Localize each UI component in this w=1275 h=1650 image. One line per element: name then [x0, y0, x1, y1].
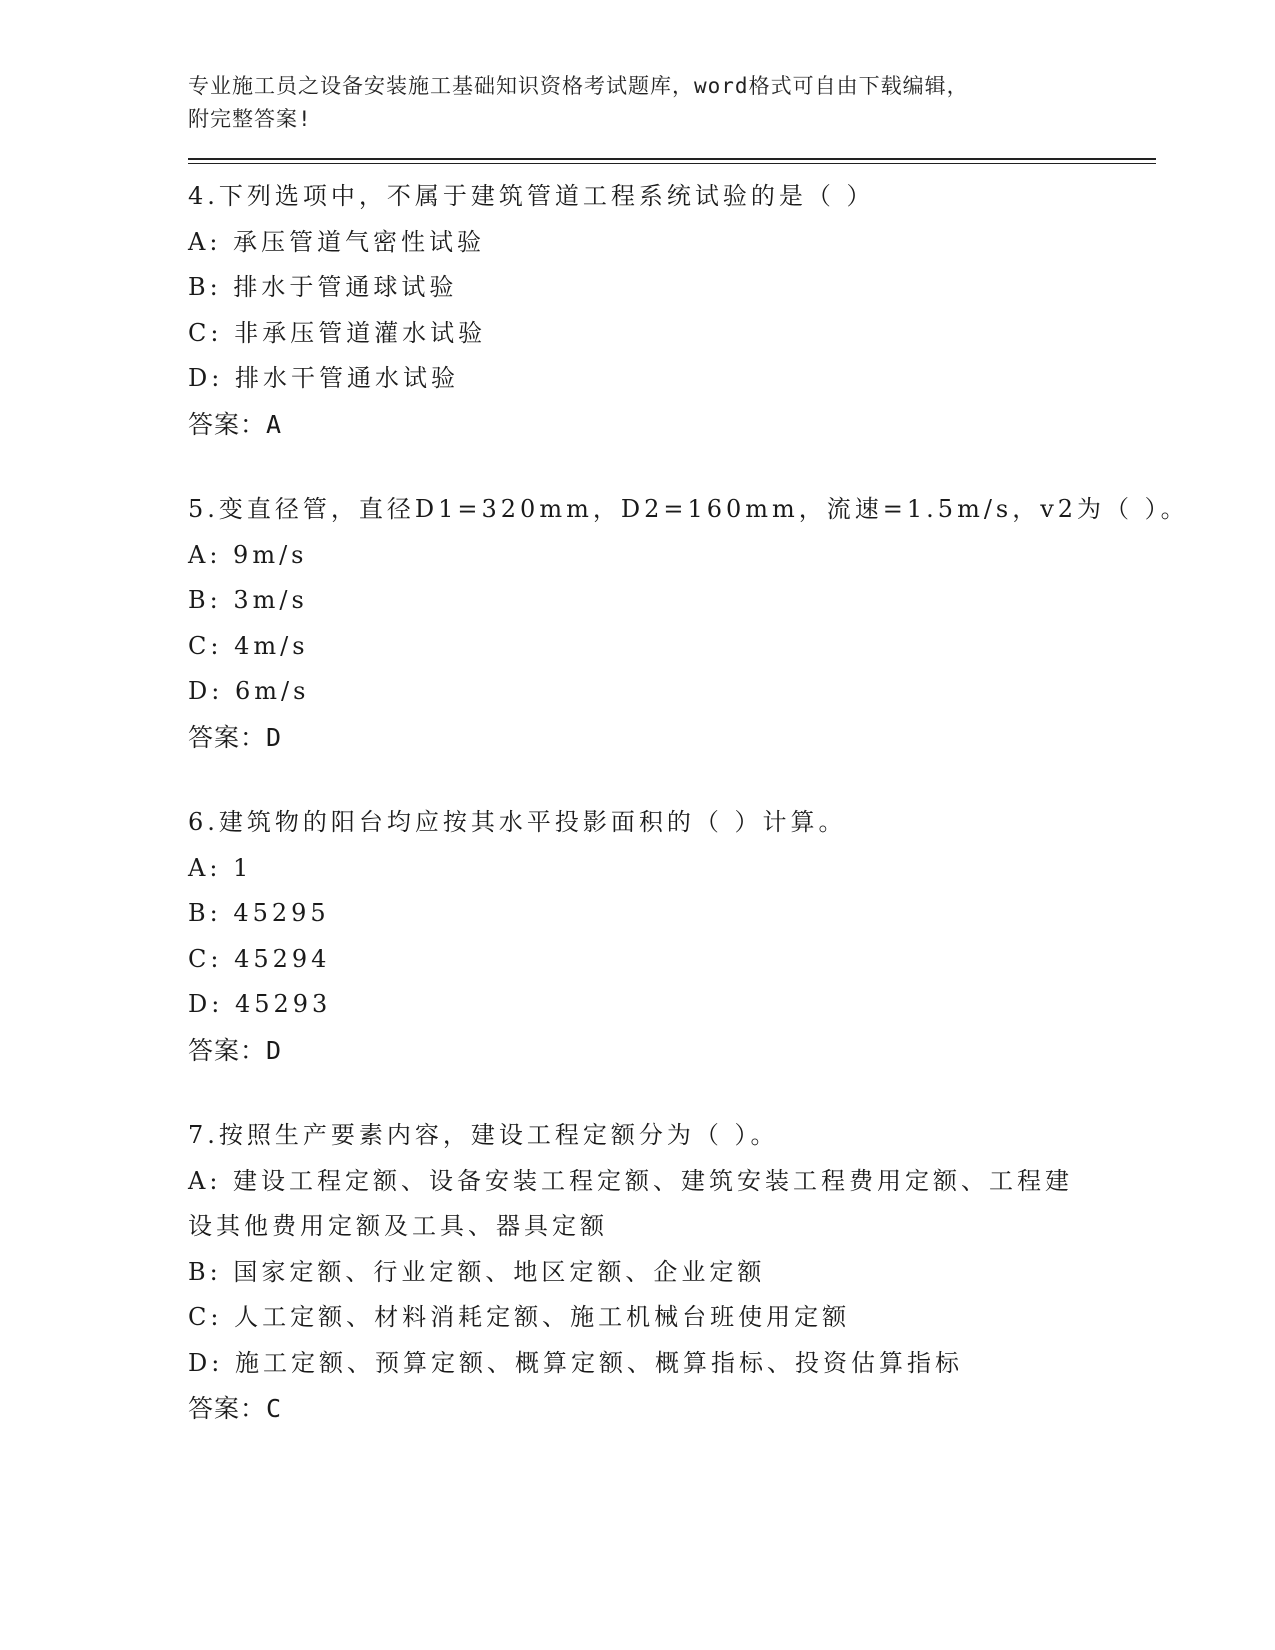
option-a: A: 承压管道气密性试验	[188, 227, 486, 256]
document-page	[188, 70, 1189, 1472]
option-c: C: 人工定额、材料消耗定额、施工机械台班使用定额	[188, 1303, 851, 1331]
option-a: A: 1	[188, 853, 253, 882]
question-stem: 5.变直径管，直径D1=320mm，D2=160mm，流速=1.5m/s，v2为（ ）。	[188, 495, 1189, 523]
question-stem: 6.建筑物的阳台均应按其水平投影面积的（ ）计算。	[188, 808, 847, 836]
option-c: C: 非承压管道灌水试验	[188, 318, 487, 347]
question-5	[188, 487, 1189, 760]
document-header	[188, 70, 1156, 136]
answer-line: 答案：D	[188, 722, 283, 752]
option-d: D: 45293	[188, 990, 332, 1018]
answer-line: 答案：A	[188, 409, 283, 439]
option-b: B: 排水于管通球试验	[188, 273, 458, 301]
option-b: B: 3m/s	[188, 586, 308, 614]
question-6	[188, 800, 1156, 1073]
answer-line: 答案：D	[188, 1035, 283, 1065]
question-7	[188, 1113, 1156, 1432]
option-d: D: 6m/s	[188, 677, 310, 705]
question-stem: 7.按照生产要素内容，建设工程定额分为（ ）。	[188, 1121, 779, 1149]
question-4	[188, 174, 1156, 447]
question-list	[188, 174, 1189, 1432]
option-b: B: 国家定额、行业定额、地区定额、企业定额	[188, 1257, 766, 1286]
answer-line: 答案：C	[188, 1394, 283, 1423]
option-a: A: 9m/s	[188, 540, 308, 569]
option-d: D: 施工定额、预算定额、概算定额、概算指标、投资估算指标	[188, 1348, 963, 1377]
header-divider	[188, 158, 1156, 164]
option-a: A: 建设工程定额、设备安装工程定额、建筑安装工程费用定额、工程建设其他费用定额及工具、器具定额	[188, 1166, 1074, 1240]
question-stem: 4.下列选项中，不属于建筑管道工程系统试验的是（ ）	[188, 182, 875, 210]
option-c: C: 4m/s	[188, 631, 309, 660]
option-d: D: 排水干管通水试验	[188, 364, 459, 392]
header-line-1: 专业施工员之设备安装施工基础知识资格考试题库，word格式可自由下载编辑，	[188, 74, 969, 98]
option-c: C: 45294	[188, 944, 331, 973]
header-line-2: 附完整答案!	[188, 107, 312, 131]
option-b: B: 45295	[188, 899, 330, 927]
